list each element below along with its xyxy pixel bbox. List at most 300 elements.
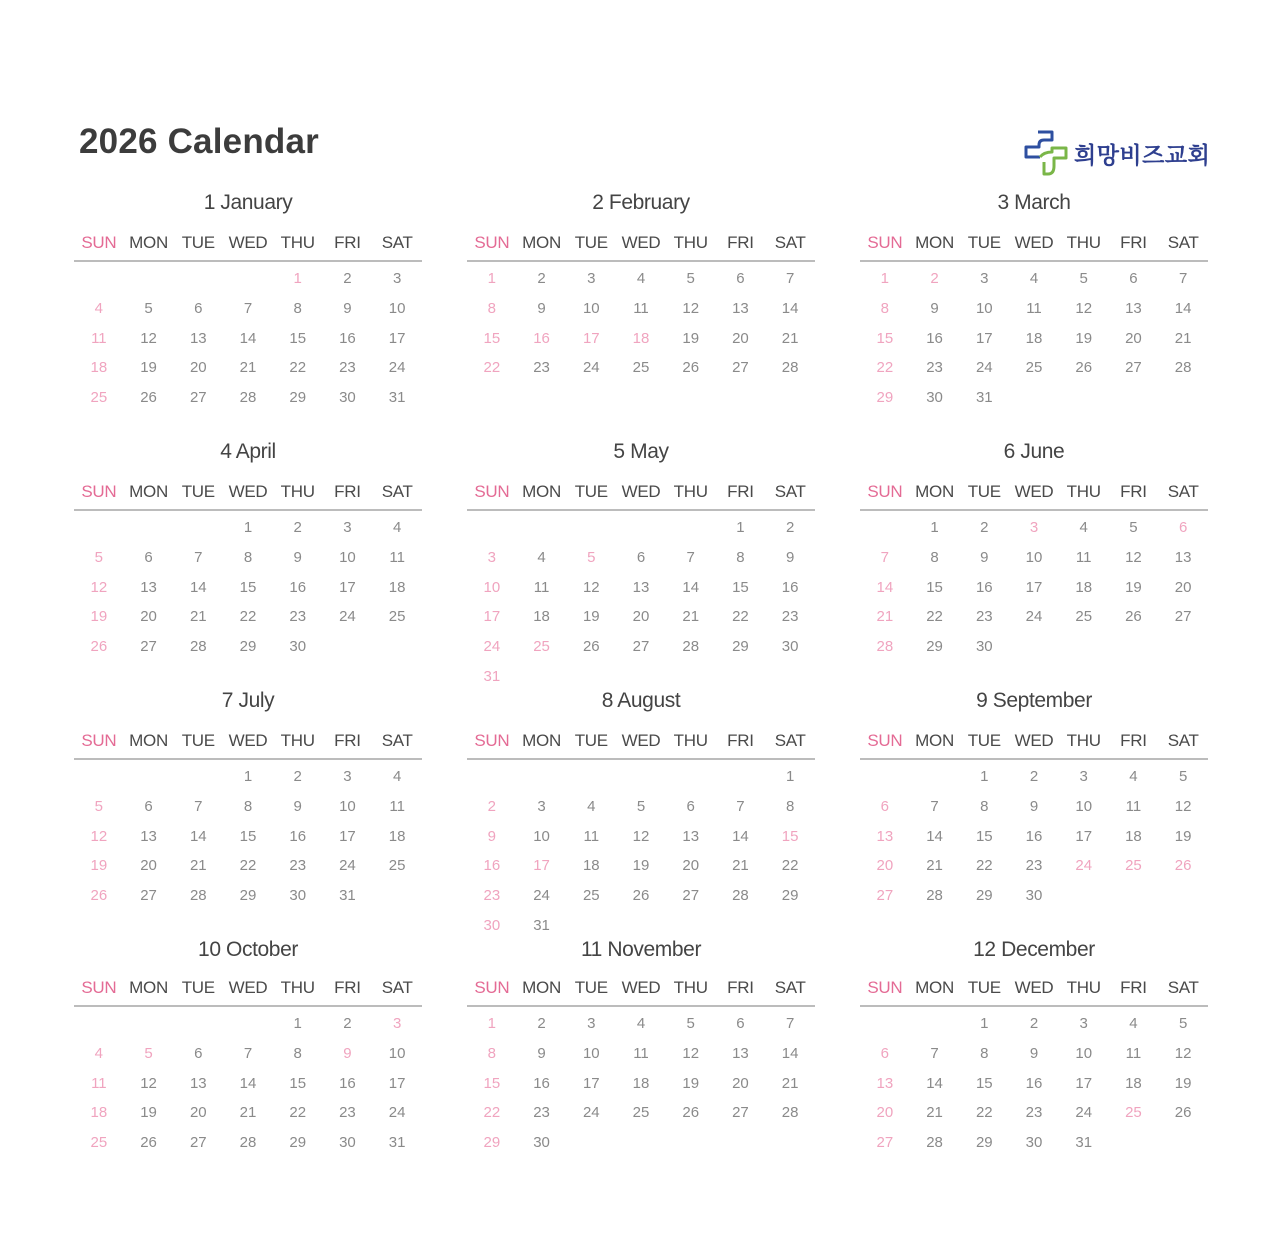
calendar-date: 16	[533, 1074, 550, 1092]
weekday-label-tue: TUE	[967, 233, 1001, 252]
weekday-label-thu: THU	[1066, 731, 1101, 750]
calendar-date: 6	[144, 548, 153, 566]
month-july	[74, 684, 422, 933]
holiday-date: 1	[293, 270, 302, 287]
calendar-date: 28	[189, 887, 207, 905]
weekday-label-thu: THU	[673, 731, 708, 750]
calendar-date: 11	[389, 797, 405, 815]
calendar-date: 5	[1079, 270, 1088, 287]
calendar-date: 7	[194, 548, 203, 566]
calendar-date: 1	[785, 768, 795, 785]
weekday-label-fri: FRI	[727, 482, 754, 501]
weekday-label-thu: THU	[280, 233, 315, 252]
calendar-date: 3	[587, 270, 596, 287]
calendar-date: 16	[1025, 827, 1043, 845]
calendar-date: 22	[239, 857, 257, 875]
calendar-date: 23	[339, 359, 356, 377]
calendar-date: 9	[785, 548, 795, 566]
calendar-date: 18	[388, 827, 406, 845]
days-grid	[74, 262, 422, 413]
weekday-label-sat: SAT	[774, 482, 806, 501]
calendar-date: 19	[1174, 1074, 1192, 1092]
month-august	[467, 684, 815, 933]
weekday-header	[467, 977, 815, 1007]
weekday-header	[467, 481, 815, 511]
calendar-date: 9	[343, 299, 352, 317]
days-grid	[860, 262, 1208, 413]
year-calendar-grid	[74, 186, 1208, 1182]
month-title: 4 April	[220, 440, 276, 463]
days-grid	[74, 1007, 422, 1158]
calendar-date: 28	[781, 1104, 799, 1122]
calendar-date: 23	[926, 359, 943, 377]
calendar-date: 21	[189, 608, 207, 626]
weekday-label-wed: WED	[621, 978, 661, 997]
holiday-date: 19	[90, 857, 108, 875]
weekday-label-mon: MON	[915, 233, 954, 252]
calendar-date: 5	[686, 270, 695, 287]
calendar-date: 4	[1029, 270, 1039, 287]
calendar-date: 11	[1075, 548, 1092, 566]
holiday-date: 7	[880, 548, 890, 566]
calendar-date: 11	[1125, 1044, 1142, 1062]
calendar-date: 5	[686, 1015, 695, 1032]
weekday-header	[860, 232, 1208, 262]
calendar-date: 19	[582, 608, 600, 626]
weekday-label-wed: WED	[228, 233, 268, 252]
calendar-date: 21	[682, 608, 700, 626]
holiday-date: 8	[880, 299, 890, 317]
calendar-date: 20	[1174, 578, 1192, 596]
calendar-date: 24	[339, 608, 356, 626]
calendar-date: 24	[1075, 1104, 1093, 1122]
calendar-date: 13	[682, 827, 700, 845]
holiday-date: 29	[483, 1134, 501, 1152]
weekday-label-sat: SAT	[381, 482, 413, 501]
month-february	[467, 186, 815, 435]
calendar-date: 9	[1029, 797, 1039, 815]
calendar-date: 27	[632, 638, 650, 656]
calendar-date: 1	[736, 519, 745, 536]
month-december	[860, 933, 1208, 1182]
calendar-date: 28	[239, 389, 257, 407]
calendar-date: 23	[1025, 1104, 1043, 1122]
calendar-date: 29	[239, 638, 257, 656]
calendar-date: 15	[975, 1074, 993, 1092]
calendar-date: 31	[533, 916, 550, 934]
weekday-label-tue: TUE	[181, 978, 215, 997]
calendar-date: 15	[926, 578, 943, 596]
calendar-date: 2	[785, 519, 795, 536]
weekday-header	[467, 730, 815, 760]
weekday-label-sun: SUN	[867, 233, 903, 252]
days-grid	[860, 511, 1208, 662]
calendar-date: 14	[189, 578, 207, 596]
calendar-date: 15	[289, 329, 307, 347]
holiday-date: 6	[880, 797, 890, 815]
calendar-date: 18	[1075, 578, 1093, 596]
holiday-date: 14	[876, 578, 894, 596]
calendar-date: 20	[140, 608, 157, 626]
calendar-date: 27	[732, 359, 749, 377]
holiday-date: 4	[94, 299, 104, 317]
calendar-date: 10	[533, 827, 550, 845]
holiday-date: 15	[483, 1074, 501, 1092]
calendar-date: 31	[388, 389, 406, 407]
calendar-date: 25	[388, 608, 406, 626]
calendar-date: 27	[189, 389, 207, 407]
calendar-date: 19	[682, 329, 700, 347]
holiday-date: 28	[876, 638, 894, 656]
calendar-date: 14	[926, 1074, 943, 1092]
calendar-date: 13	[189, 1074, 207, 1092]
calendar-date: 21	[732, 857, 749, 875]
weekday-label-sun: SUN	[867, 731, 903, 750]
calendar-date: 15	[239, 578, 257, 596]
calendar-date: 6	[194, 1044, 203, 1062]
weekday-label-tue: TUE	[967, 731, 1001, 750]
calendar-date: 2	[293, 519, 302, 536]
calendar-date: 13	[1174, 548, 1192, 566]
weekday-label-mon: MON	[522, 731, 561, 750]
calendar-date: 14	[781, 299, 799, 317]
weekday-label-tue: TUE	[181, 731, 215, 750]
calendar-date: 26	[682, 359, 700, 377]
calendar-date: 23	[533, 1104, 550, 1122]
weekday-label-sun: SUN	[474, 233, 510, 252]
calendar-date: 22	[732, 608, 749, 626]
holiday-date: 1	[880, 270, 890, 287]
calendar-date: 8	[736, 548, 745, 566]
calendar-date: 21	[1174, 329, 1192, 347]
weekday-label-sun: SUN	[867, 978, 903, 997]
calendar-date: 9	[537, 1044, 546, 1062]
weekday-label-wed: WED	[1014, 731, 1054, 750]
month-title: 5 May	[613, 440, 669, 463]
calendar-date: 30	[1025, 887, 1043, 905]
holiday-date: 6	[880, 1044, 890, 1062]
calendar-date: 4	[636, 270, 646, 287]
calendar-date: 10	[1025, 548, 1043, 566]
holiday-date: 16	[533, 329, 550, 347]
calendar-date: 12	[140, 1074, 157, 1092]
calendar-date: 10	[388, 1044, 406, 1062]
holiday-date: 9	[487, 827, 497, 845]
cross-logo-icon	[1022, 130, 1070, 176]
calendar-date: 4	[1079, 519, 1088, 536]
church-logo	[1022, 130, 1210, 176]
days-grid	[467, 511, 815, 692]
calendar-date: 4	[392, 519, 402, 536]
holiday-date: 18	[632, 329, 650, 347]
calendar-date: 7	[686, 548, 695, 566]
calendar-date: 16	[289, 827, 307, 845]
calendar-date: 24	[1025, 608, 1043, 626]
holiday-date: 1	[487, 270, 497, 287]
calendar-date: 22	[781, 857, 799, 875]
weekday-label-thu: THU	[673, 978, 708, 997]
calendar-date: 14	[781, 1044, 799, 1062]
holiday-date: 26	[90, 638, 108, 656]
days-grid	[860, 1007, 1208, 1158]
calendar-date: 18	[1125, 1074, 1142, 1092]
calendar-date: 14	[239, 1074, 257, 1092]
weekday-label-mon: MON	[129, 482, 168, 501]
calendar-date: 29	[975, 887, 993, 905]
weekday-label-sat: SAT	[1167, 731, 1199, 750]
calendar-date: 26	[140, 389, 157, 407]
weekday-header	[467, 232, 815, 262]
calendar-date: 20	[682, 857, 700, 875]
weekday-label-fri: FRI	[334, 978, 361, 997]
calendar-date: 21	[781, 329, 799, 347]
calendar-date: 24	[582, 359, 600, 377]
calendar-date: 11	[633, 299, 649, 317]
weekday-label-sat: SAT	[381, 233, 413, 252]
calendar-date: 21	[239, 359, 257, 377]
calendar-date: 18	[388, 578, 406, 596]
calendar-date: 6	[686, 797, 695, 815]
calendar-date: 24	[582, 1104, 600, 1122]
calendar-date: 1	[930, 519, 939, 536]
calendar-date: 31	[1075, 1134, 1093, 1152]
weekday-label-tue: TUE	[181, 233, 215, 252]
days-grid	[467, 1007, 815, 1158]
weekday-label-tue: TUE	[574, 978, 608, 997]
holiday-date: 17	[533, 857, 550, 875]
month-title: 3 March	[997, 191, 1071, 214]
weekday-label-tue: TUE	[967, 978, 1001, 997]
calendar-date: 17	[388, 329, 406, 347]
weekday-label-tue: TUE	[181, 482, 215, 501]
calendar-date: 1	[980, 1015, 989, 1032]
month-june	[860, 435, 1208, 684]
calendar-date: 19	[682, 1074, 700, 1092]
weekday-label-thu: THU	[1066, 233, 1101, 252]
weekday-label-mon: MON	[129, 731, 168, 750]
calendar-date: 12	[682, 299, 700, 317]
weekday-header	[860, 977, 1208, 1007]
weekday-header	[860, 730, 1208, 760]
calendar-date: 11	[389, 548, 405, 566]
calendar-date: 16	[926, 329, 943, 347]
calendar-date: 27	[140, 638, 157, 656]
weekday-label-sat: SAT	[1167, 978, 1199, 997]
holiday-date: 26	[1174, 857, 1192, 875]
calendar-date: 22	[289, 1104, 307, 1122]
calendar-date: 14	[732, 827, 749, 845]
holiday-date: 25	[533, 638, 550, 656]
calendar-date: 10	[388, 299, 406, 317]
calendar-date: 30	[289, 638, 307, 656]
weekday-label-mon: MON	[522, 482, 561, 501]
month-title: 7 July	[221, 689, 275, 712]
calendar-date: 21	[781, 1074, 799, 1092]
calendar-date: 28	[781, 359, 799, 377]
calendar-date: 7	[785, 270, 795, 287]
holiday-date: 8	[487, 1044, 497, 1062]
calendar-date: 16	[339, 1074, 356, 1092]
weekday-label-sat: SAT	[774, 233, 806, 252]
calendar-date: 15	[732, 578, 749, 596]
calendar-date: 9	[1029, 1044, 1039, 1062]
holiday-date: 30	[483, 916, 501, 934]
weekday-label-fri: FRI	[727, 731, 754, 750]
holiday-date: 25	[1125, 857, 1142, 875]
weekday-label-fri: FRI	[1120, 731, 1147, 750]
calendar-date: 22	[926, 608, 943, 626]
calendar-date: 1	[980, 768, 989, 785]
calendar-date: 31	[975, 389, 993, 407]
calendar-date: 5	[1129, 519, 1138, 536]
month-april	[74, 435, 422, 684]
calendar-date: 30	[289, 887, 307, 905]
calendar-date: 23	[533, 359, 550, 377]
holiday-date: 15	[876, 329, 894, 347]
month-november	[467, 933, 815, 1182]
weekday-label-fri: FRI	[1120, 482, 1147, 501]
calendar-date: 19	[1075, 329, 1093, 347]
calendar-date: 26	[1075, 359, 1093, 377]
calendar-date: 18	[632, 1074, 650, 1092]
holiday-date: 24	[1075, 857, 1093, 875]
calendar-date: 8	[980, 1044, 989, 1062]
calendar-date: 19	[632, 857, 650, 875]
calendar-date: 4	[636, 1015, 646, 1032]
calendar-date: 7	[243, 1044, 253, 1062]
days-grid	[74, 511, 422, 662]
weekday-label-sat: SAT	[1167, 482, 1199, 501]
calendar-date: 4	[537, 548, 546, 566]
calendar-date: 22	[975, 857, 993, 875]
calendar-date: 3	[343, 768, 352, 785]
calendar-date: 30	[533, 1134, 550, 1152]
calendar-date: 17	[388, 1074, 406, 1092]
calendar-date: 12	[1075, 299, 1093, 317]
weekday-label-tue: TUE	[574, 482, 608, 501]
holiday-date: 2	[930, 270, 939, 287]
calendar-date: 15	[289, 1074, 307, 1092]
holiday-date: 27	[876, 887, 894, 905]
calendar-date: 3	[980, 270, 989, 287]
calendar-date: 25	[388, 857, 406, 875]
weekday-label-mon: MON	[129, 233, 168, 252]
calendar-date: 20	[1125, 329, 1142, 347]
calendar-date: 20	[189, 1104, 207, 1122]
holiday-date: 17	[582, 329, 600, 347]
calendar-date: 21	[239, 1104, 257, 1122]
weekday-label-thu: THU	[673, 482, 708, 501]
holiday-date: 20	[876, 857, 894, 875]
calendar-date: 30	[339, 389, 356, 407]
calendar-date: 3	[1079, 768, 1088, 785]
calendar-date: 25	[632, 359, 650, 377]
holiday-date: 2	[487, 797, 497, 815]
holiday-date: 18	[90, 1104, 108, 1122]
calendar-date: 2	[293, 768, 302, 785]
holiday-date: 5	[94, 548, 104, 566]
calendar-date: 7	[243, 299, 253, 317]
month-title: 12 December	[973, 938, 1095, 961]
calendar-date: 2	[343, 270, 352, 287]
month-title: 10 October	[198, 938, 298, 961]
calendar-date: 3	[1079, 1015, 1088, 1032]
weekday-label-mon: MON	[522, 233, 561, 252]
calendar-date: 7	[930, 797, 939, 815]
calendar-date: 12	[682, 1044, 700, 1062]
holiday-date: 19	[90, 608, 108, 626]
calendar-date: 22	[975, 1104, 993, 1122]
calendar-date: 10	[582, 1044, 600, 1062]
weekday-label-sun: SUN	[81, 731, 117, 750]
calendar-date: 19	[1174, 827, 1192, 845]
holiday-date: 26	[90, 887, 108, 905]
holiday-date: 15	[483, 329, 501, 347]
holiday-date: 10	[483, 578, 501, 596]
calendar-date: 16	[781, 578, 799, 596]
calendar-date: 24	[388, 359, 406, 377]
calendar-date: 20	[632, 608, 650, 626]
days-grid	[74, 760, 422, 911]
calendar-date: 14	[926, 827, 943, 845]
calendar-date: 26	[1125, 608, 1142, 626]
calendar-date: 16	[289, 578, 307, 596]
calendar-date: 5	[1178, 1015, 1188, 1032]
calendar-date: 8	[243, 548, 253, 566]
holiday-date: 3	[1029, 519, 1039, 536]
holiday-date: 16	[483, 857, 501, 875]
calendar-date: 27	[140, 887, 157, 905]
weekday-label-thu: THU	[1066, 978, 1101, 997]
holiday-date: 12	[90, 578, 108, 596]
calendar-date: 21	[189, 857, 207, 875]
days-grid	[467, 760, 815, 941]
calendar-date: 3	[587, 1015, 596, 1032]
month-october	[74, 933, 422, 1182]
weekday-label-wed: WED	[228, 482, 268, 501]
days-grid	[860, 760, 1208, 911]
calendar-date: 1	[293, 1015, 302, 1032]
calendar-date: 25	[1075, 608, 1093, 626]
calendar-date: 2	[343, 1015, 352, 1032]
calendar-date: 18	[582, 857, 600, 875]
calendar-date: 1	[243, 519, 253, 536]
weekday-label-thu: THU	[1066, 482, 1101, 501]
weekday-label-tue: TUE	[967, 482, 1001, 501]
weekday-label-thu: THU	[673, 233, 708, 252]
logo-text: 희망비즈교회	[1074, 142, 1211, 169]
calendar-date: 13	[632, 578, 650, 596]
weekday-label-sun: SUN	[474, 731, 510, 750]
month-title: 11 November	[580, 938, 702, 961]
weekday-label-thu: THU	[280, 731, 315, 750]
weekday-label-sat: SAT	[381, 731, 413, 750]
weekday-label-wed: WED	[621, 482, 661, 501]
holiday-date: 31	[483, 667, 501, 685]
calendar-date: 6	[194, 299, 203, 317]
calendar-date: 29	[781, 887, 799, 905]
calendar-date: 25	[1025, 359, 1043, 377]
calendar-date: 13	[1125, 299, 1142, 317]
calendar-date: 12	[140, 329, 157, 347]
holiday-date: 21	[876, 608, 894, 626]
calendar-date: 28	[189, 638, 207, 656]
calendar-date: 7	[1178, 270, 1188, 287]
weekday-header	[74, 730, 422, 760]
calendar-date: 29	[289, 1134, 307, 1152]
calendar-date: 28	[239, 1134, 257, 1152]
calendar-date: 14	[1174, 299, 1192, 317]
